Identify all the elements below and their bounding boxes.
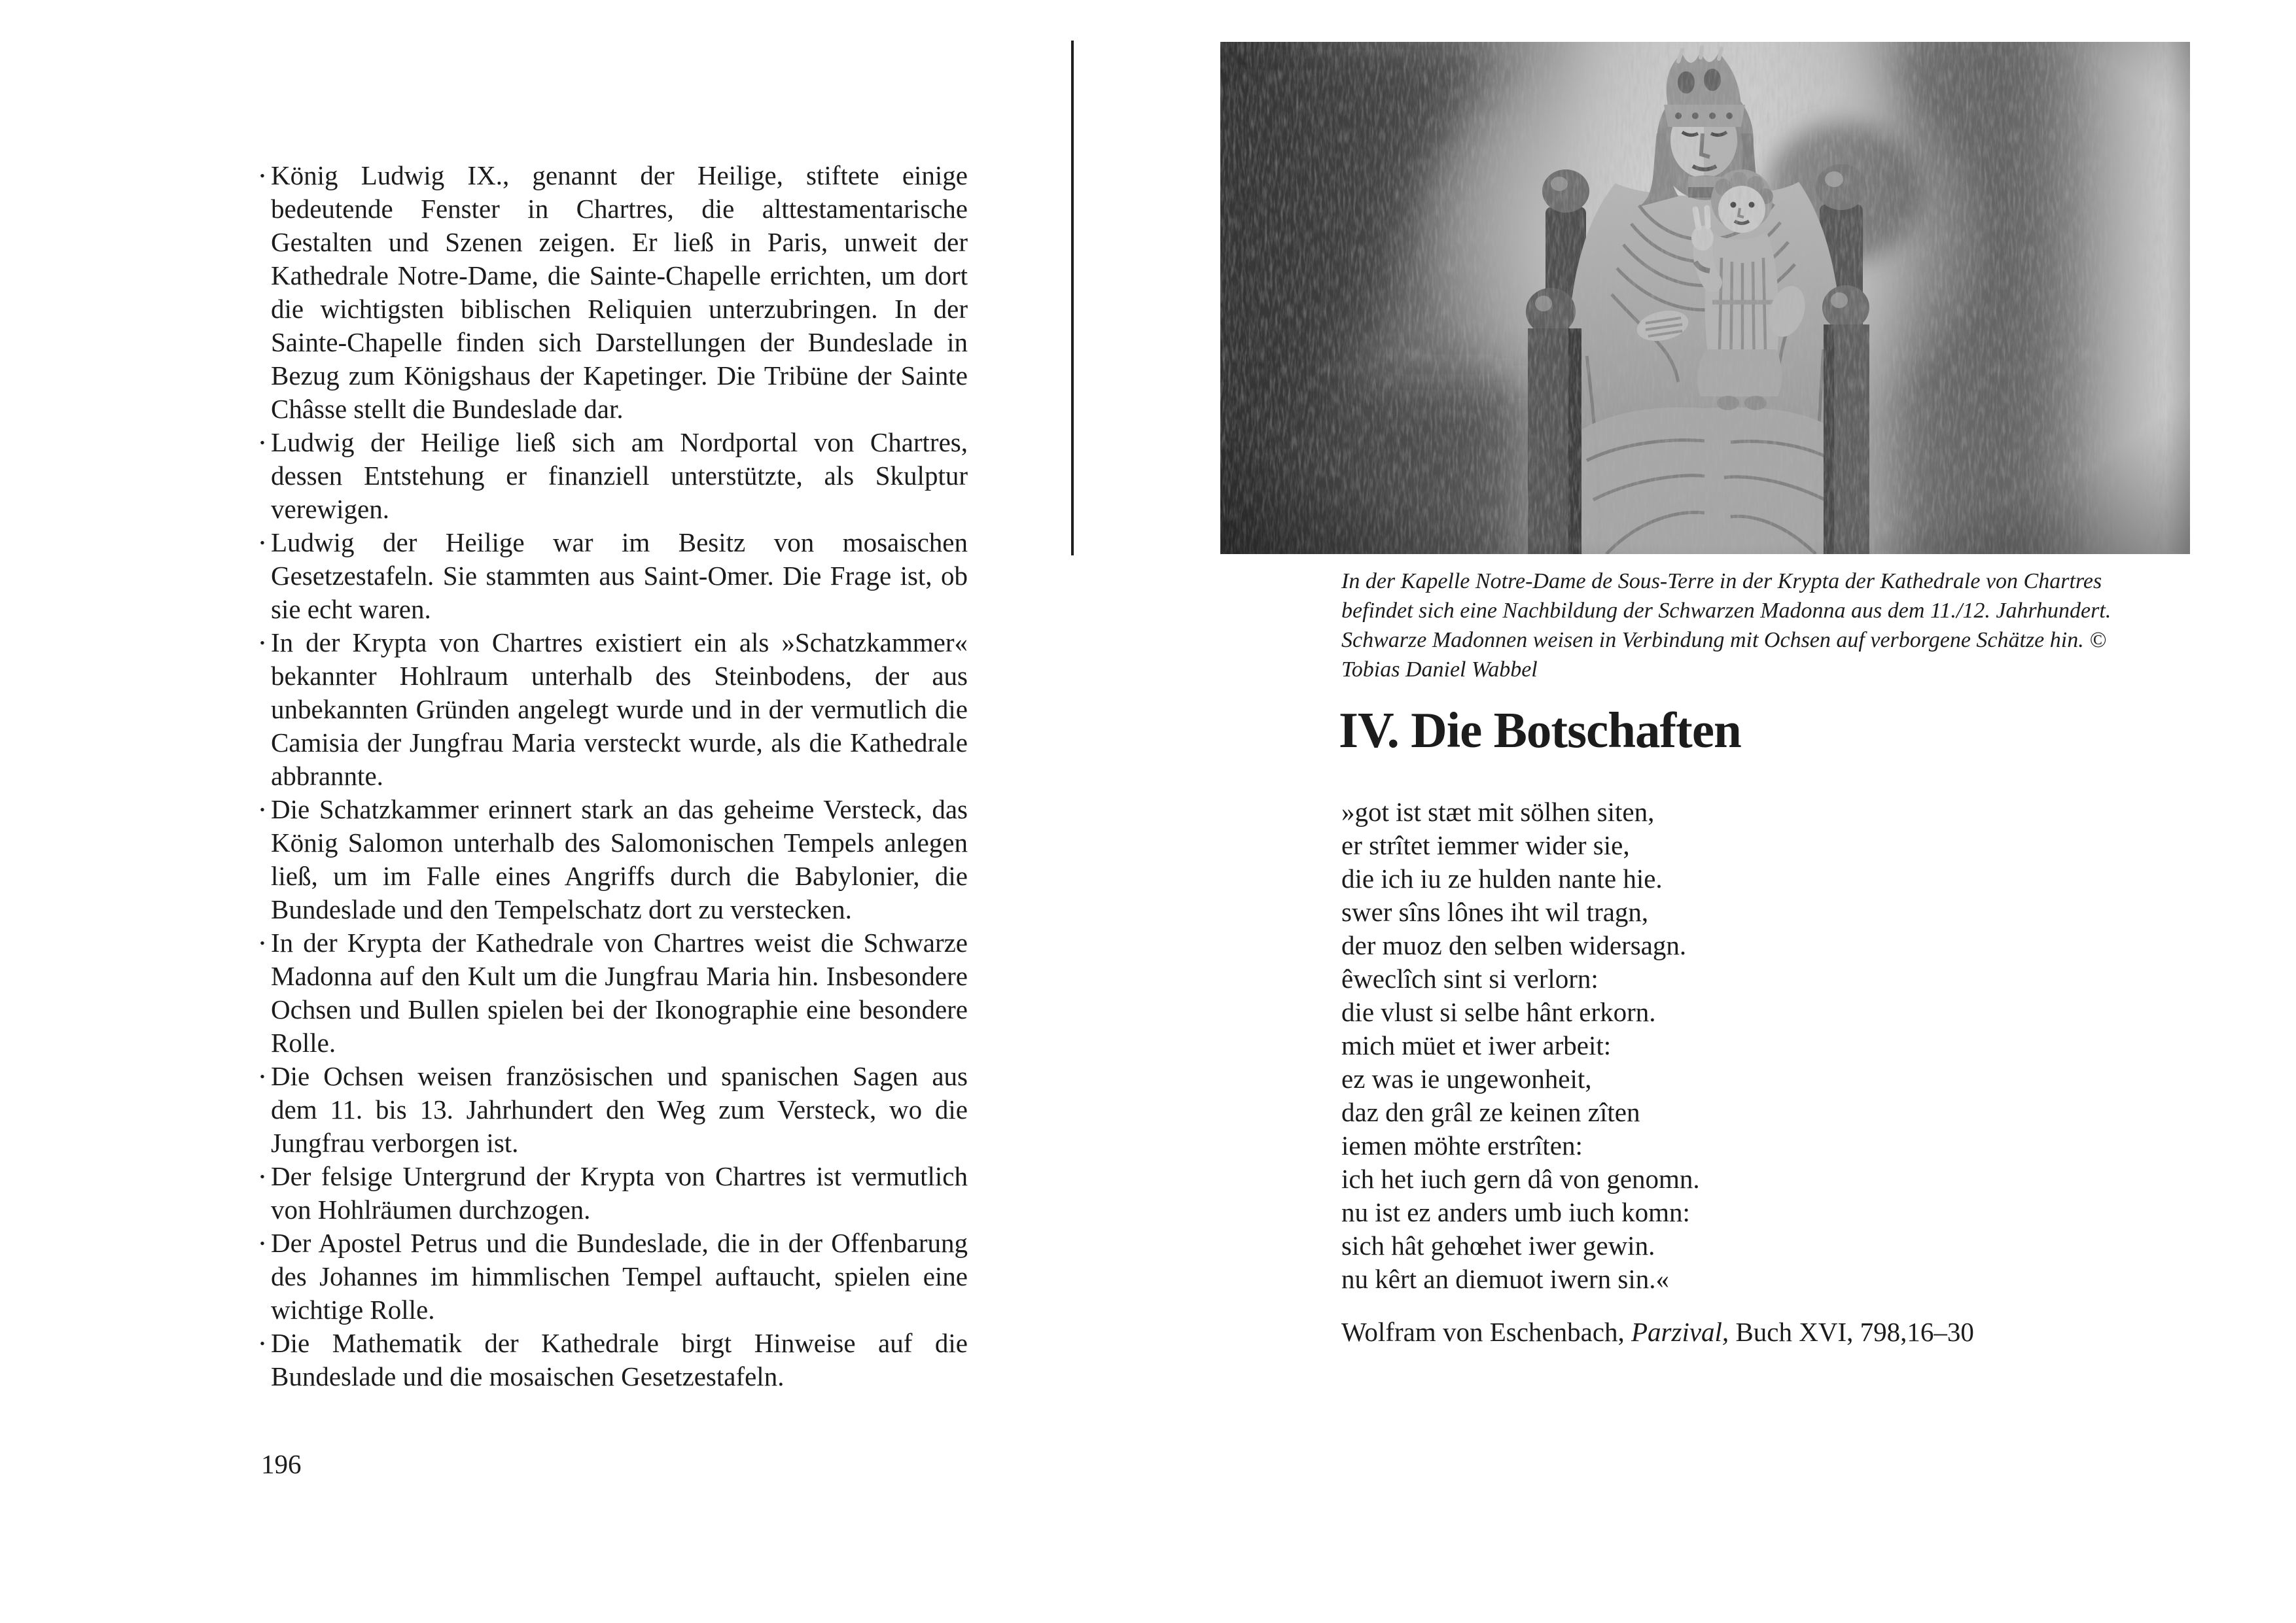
- poem-line: die ich iu ze hulden nante hie.: [1341, 864, 1663, 894]
- madonna-photo: [1220, 42, 2190, 554]
- poem-line: sich hât gehœhet iwer gewin.: [1341, 1230, 1655, 1261]
- photo-caption: In der Kapelle Notre-Dame de Sous-Terre in der Krypta der Kathedrale von Chartres befindet sich eine Nachbildung der Schwarzen Madonna aus dem 11./12. Jahrhundert. Schwarze Madonnen weisen in Verbindung mit Ochsen auf verborgene Schätze hin. © Tobias Daniel Wabbel: [1341, 569, 2111, 682]
- bullet-item: • Die Ochsen weisen französischen und spanischen Sagen aus dem 11. bis 13. Jahrhundert den Weg zum Versteck, wo die Jungfrau verborgen ist.: [261, 1060, 968, 1160]
- bullet-item: • Die Mathematik der Kathedrale birgt Hinweise auf die Bundeslade und die mosaischen Gesetzestafeln.: [261, 1327, 968, 1393]
- poem-line: ich het iuch gern dâ von genomn.: [1341, 1164, 1700, 1194]
- poem: [1341, 795, 1700, 1296]
- bullet-list: [261, 159, 968, 1393]
- gutter-rule: [1071, 41, 1074, 555]
- poem-line: die vlust si selbe hânt erkorn.: [1341, 997, 1656, 1027]
- poem-line: iemen möhte erstrîten:: [1341, 1130, 1583, 1161]
- poem-line: der muoz den selben widersagn.: [1341, 930, 1687, 960]
- bullet-item: • Der felsige Untergrund der Krypta von Chartres ist vermutlich von Hohlräumen durchzogen.: [261, 1160, 968, 1227]
- poem-line: »got ist stæt mit sölhen siten,: [1341, 797, 1655, 827]
- poem-line: daz den grâl ze keinen zîten: [1341, 1097, 1640, 1127]
- attribution-detail: Buch XVI, 798,16–30: [1729, 1317, 1974, 1347]
- attribution: [1341, 1316, 1974, 1348]
- poem-line: er strîtet iemmer wider sie,: [1341, 830, 1630, 860]
- chapter-heading: IV. Die Botschaften: [1339, 702, 1741, 758]
- bullet-item: • Der Apostel Petrus und die Bundeslade, die in der Offenbarung des Johannes im himmlischen Tempel auftaucht, spielen eine wichtige Rolle.: [261, 1227, 968, 1327]
- attribution-work: Parzival,: [1631, 1317, 1729, 1347]
- madonna-figure: [1220, 42, 2190, 554]
- bullet-item: • In der Krypta von Chartres existiert ein als »Schatzkammer« bekannter Hohlraum unterhalb des Steinbodens, der aus unbekannten Gründen angelegt wurde und in der vermutlich die Camisia der Jungfrau Maria versteckt wurde, als die Kathedrale abbrannte.: [261, 626, 968, 793]
- poem-line: êweclîch sint si verlorn:: [1341, 964, 1598, 994]
- page-number: 196: [261, 1449, 302, 1479]
- bullet-item: • Ludwig der Heilige war im Besitz von mosaischen Gesetzestafeln. Sie stammten aus Saint-Omer. Die Frage ist, ob sie echt waren.: [261, 526, 968, 626]
- poem-line: mich müet et iwer arbeit:: [1341, 1030, 1612, 1060]
- poem-line: nu kêrt an diemuot iwern sin.«: [1341, 1264, 1670, 1294]
- bullet-item: • Die Schatzkammer erinnert stark an das geheime Versteck, das König Salomon unterhalb des Salomonischen Tempels anlegen ließ, um im Falle eines Angriffs durch die Babylonier, die Bundeslade und den Tempelschatz dort zu verstecken.: [261, 793, 968, 926]
- bullet-item: • König Ludwig IX., genannt der Heilige, stiftete einige bedeutende Fenster in Chartres, die alttestamentarische Gestalten und Szenen zeigen. Er ließ in Paris, unweit der Kathedrale Notre-Dame, die Sainte-Chapelle errichten, um dort die wichtigsten biblischen Reliquien unterzubringen. In der Sainte-Chapelle finden sich Darstellungen der Bundeslade in Bezug zum Königshaus der Kapetinger. Die Tribüne der Sainte Châsse stellt die Bundeslade dar.: [261, 159, 968, 426]
- attribution-author: Wolfram von Eschenbach,: [1341, 1317, 1631, 1347]
- poem-line: swer sîns lônes iht wil tragn,: [1341, 897, 1649, 927]
- bullet-item: • Ludwig der Heilige ließ sich am Nordportal von Chartres, dessen Entstehung er finanziell unterstützte, als Skulptur verewigen.: [261, 426, 968, 526]
- vignette: [1220, 42, 2190, 554]
- poem-line: nu ist ez anders umb iuch komn:: [1341, 1197, 1690, 1227]
- bullet-item: • In der Krypta der Kathedrale von Chartres weist die Schwarze Madonna auf den Kult um die Jungfrau Maria hin. Insbesondere Ochsen und Bullen spielen bei der Ikonographie eine besondere Rolle.: [261, 926, 968, 1060]
- poem-line: ez was ie ungewonheit,: [1341, 1064, 1592, 1094]
